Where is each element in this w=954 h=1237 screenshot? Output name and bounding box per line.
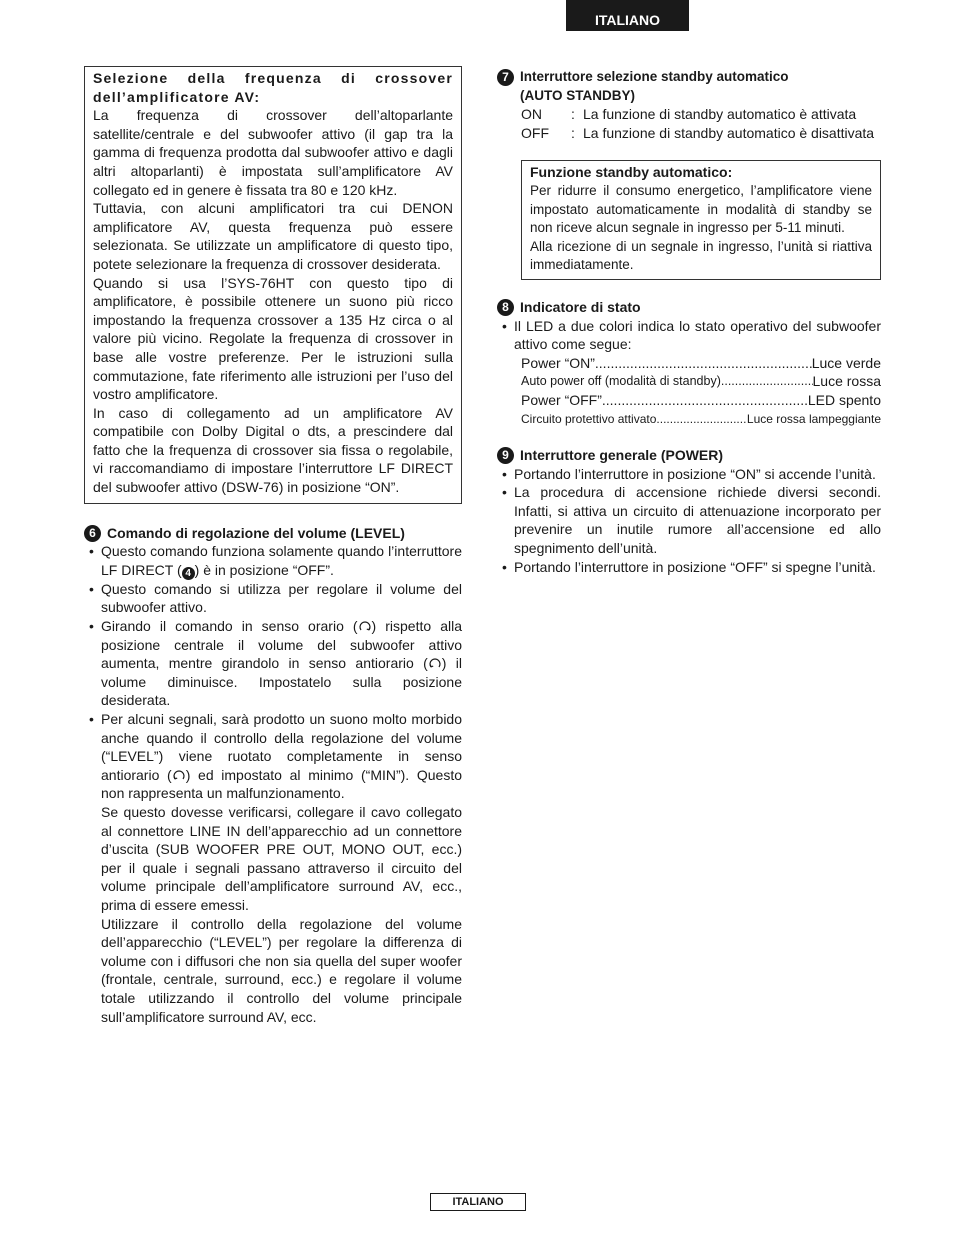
leader-dots <box>602 391 808 410</box>
option-key: OFF <box>521 124 549 141</box>
crossover-paragraph: Quando si usa l’SYS-76HT con questo tipo di amplificatore, è possibile ottenere un suono più ricco impostando la frequenza crossover a 135 Hz circa o al valore più vicino. Regolate la frequenza di crossover in base alle vostre preferenze. Per le istruzioni sulla commutazione, fate riferimento alle istruzioni per l’uso del vostro amplificatore. <box>93 274 453 403</box>
section-8-bullets <box>497 317 881 354</box>
option-row <box>497 105 881 124</box>
option-key: ON <box>521 106 542 123</box>
crossover-paragraph: Tuttavia, con alcuni amplificatori tra cui DENON amplificatore AV, questa frequenza può essere selezionata. Se utilizzate un amplificatore di questo tipo, potete selezionare la frequenza di crossover desiderata. <box>93 200 453 272</box>
text-run: Il LED a due colori indica lo stato operativo del subwoofer attivo come segue: <box>514 317 881 353</box>
info-box-paragraph: Per ridurre il consumo energetico, l’amplificatore viene impostato automaticamente in modalità di standby se non riceve alcun segnale in ingresso per 5-11 minuti. <box>530 182 872 236</box>
crossover-paragraph: In caso di collegamento ad un amplificatore AV compatibile con Dolby Digital o dts, a prescindere dal fatto che la frequenza di crossover sia fissa o regolabile, vi raccomandiamo di impostare l’interruttore LF DIRECT del subwoofer attivo (DSW-76) in posizione “ON”. <box>93 404 453 496</box>
left-column <box>84 66 462 1026</box>
section-number-badge: 6 <box>84 525 101 542</box>
status-row <box>521 410 881 429</box>
leader-dots <box>656 410 747 429</box>
section-title-text: Comando di regolazione del volume (LEVEL) <box>107 524 405 541</box>
list-item <box>497 558 881 577</box>
right-column <box>497 68 881 576</box>
status-row <box>521 372 881 391</box>
list-item <box>84 580 462 617</box>
section-number-badge: 8 <box>497 299 514 316</box>
status-indicator-table <box>497 354 881 428</box>
text-run: ) ed impostato al minimo (“MIN”). Questo non rappresenta un malfunzionamento. <box>101 766 462 802</box>
status-label: Power “ON” <box>521 354 595 371</box>
text-run: ) è in posizione “OFF”. <box>194 561 334 578</box>
section-title-text: Interruttore generale (POWER) <box>520 447 724 464</box>
list-item <box>84 710 462 1026</box>
text-run: ) il volume diminuisce. Impostatelo sulla posizione desiderata. <box>101 655 462 709</box>
list-item-paragraph: Utilizzare il controllo della regolazione del volume dell’apparecchio (“LEVEL”) per regolare la differenza di volume con i diffusori che non sia quella del super woofer (frontale, centrale, surround, ecc.) e regolare il volume totale utilizzando il controllo del volume principale sull’amplificatore surround AV, ecc. <box>101 915 462 1025</box>
auto-standby-info-box <box>521 160 881 280</box>
leader-dots <box>595 354 812 373</box>
list-item <box>497 465 881 484</box>
reference-number-badge: 4 <box>182 567 195 580</box>
title-line: (AUTO STANDBY) <box>520 87 635 103</box>
counterclockwise-rotation-icon <box>428 657 442 669</box>
leader-dots <box>721 372 813 391</box>
text-run: ) rispetto alla posizione centrale il volume del subwoofer attivo aumenta, mentre girandolo in senso antiorario ( <box>101 618 462 672</box>
title-line: Interruttore selezione standby automatico <box>520 69 789 84</box>
section-6-bullets <box>84 542 462 1026</box>
status-label: Power “OFF” <box>521 391 602 408</box>
text-run: Portando l’interruttore in posizione “ON” si accende l’unità. <box>514 465 876 482</box>
text-run: Girando il comando in senso orario ( <box>101 618 358 635</box>
section-number-badge: 9 <box>497 447 514 464</box>
info-box-paragraph: Alla ricezione di un segnale in ingresso, l’unità si riattiva immediatamente. <box>530 238 872 273</box>
crossover-box-title: Selezione della frequenza di crossover dell’amplificatore AV: <box>93 70 453 105</box>
status-label: Auto power off (modalità di standby) <box>521 374 721 389</box>
list-item <box>84 617 462 710</box>
status-value: LED spento <box>807 391 881 408</box>
section-9-bullets <box>497 465 881 577</box>
text-run: Per alcuni segnali, sarà prodotto un suono molto morbido anche quando il controllo della regolazione del volume (“LEVEL”) viene ruotato completamente in senso antiorario ( <box>101 711 462 783</box>
section-9-title <box>497 446 881 465</box>
list-item <box>497 317 881 354</box>
crossover-paragraph: La frequenza di crossover dell’altoparlante satellite/centrale e del subwoofer attivo (il gap tra la gamma di frequenza prodotta dal subwoofer attivo e dagli altri altoparlanti) è impostata sull’amplificatore AV collegato ed in genere è fissata tra 80 e 120 kHz. <box>93 107 453 198</box>
status-value: Luce rossa <box>812 373 881 390</box>
section-title-text <box>520 68 789 105</box>
option-separator: : <box>571 106 575 123</box>
list-item <box>497 483 881 557</box>
crossover-info-box <box>84 66 462 504</box>
text-run: Portando l’interruttore in posizione “OFF” si spegne l’unità. <box>514 558 876 575</box>
text-run: La procedura di accensione richiede diversi secondi. Infatti, si attiva un circuito di attenuazione incorporato per prevenire un inutile rumore all’accensione ed allo spegnimento dell’unità. <box>514 484 881 557</box>
option-value: La funzione di standby automatico è disattivata <box>583 124 875 141</box>
status-value: Luce rossa lampeggiante <box>746 411 881 426</box>
status-value: Luce verde <box>811 354 881 371</box>
list-item-paragraph: Se questo dovesse verificarsi, collegare il cavo collegato al connettore LINE IN dell’apparecchio ad un connettore d’uscita (SUB WOOFER PRE OUT, MONO OUT, ecc.) per il quale i segnali passano attraverso il circuito del volume principale dell’amplificatore surround AV, ecc., prima di essere emessi. <box>101 803 462 913</box>
text-run: Questo comando funziona solamente quando l’interruttore LF DIRECT ( <box>101 543 462 578</box>
text-run: Questo comando si utilizza per regolare il volume del subwoofer attivo. <box>101 580 462 616</box>
list-item <box>84 542 462 580</box>
option-separator: : <box>571 124 575 141</box>
section-7-title <box>497 68 881 105</box>
info-box-title: Funzione standby automatico: <box>530 164 733 181</box>
option-row <box>497 124 881 143</box>
section-8-title <box>497 298 881 317</box>
status-row <box>521 354 881 373</box>
section-title-text: Indicatore di stato <box>520 298 641 315</box>
language-tab: ITALIANO <box>566 0 689 31</box>
footer-language-label: ITALIANO <box>430 1193 526 1211</box>
counterclockwise-rotation-icon <box>172 769 186 781</box>
section-6-title <box>84 524 462 543</box>
option-value: La funzione di standby automatico è attivata <box>583 106 857 123</box>
status-row <box>521 391 881 410</box>
status-label: Circuito protettivo attivato <box>521 411 657 426</box>
clockwise-rotation-icon <box>358 620 372 632</box>
section-number-badge: 7 <box>497 69 514 86</box>
